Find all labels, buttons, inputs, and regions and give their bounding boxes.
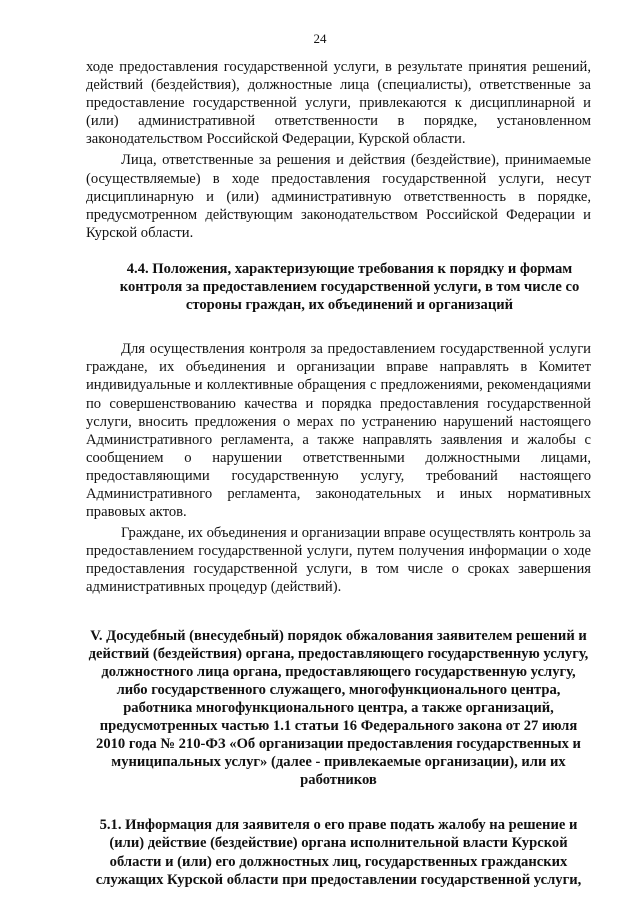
section-heading-v: V. Досудебный (внесудебный) порядок обжалования заявителем решений и действий (бездействия) органа, предоставляющего государственную услугу, должностного лица органа, предоставляющего государственную услугу, либо государственного служащего, многофункционального центра, работника многофункционального центра, а также организаций, предусмотренных частью 1.1 статьи 16 Федерального закона от 27 июля 2010 года № 210-ФЗ «Об организации предоставления государственных и муниципальных услуг» (далее - привлекаемые организации), или их работников [88,627,589,789]
section-heading-5-1: 5.1. Информация для заявителя о его праве подать жалобу на решение и (или) действие (бездействие) органа исполнительной власти Курской области и (или) его должностных лиц, государственных гражданских служащих Курской области при предоставлении государственной услуги, [95,817,582,888]
page-number: 24 [313,31,327,46]
paragraph-control-citizens: Для осуществления контроля за предоставлением государственной услуги граждане, их объединения и организации вправе направлять в Комитет индивидуальные и коллективные обращения с предложениями, рекомендациями по совершенствованию качества и порядка предоставления государственной услуги, вносить предложения о мерах по устранению нарушений настоящего Административного регламента, а также направлять заявления и жалобы с сообщением о нарушении ответственными должностными лицами, предоставляющими государственную услугу, требований настоящего Административного регламента, законодательных и иных нормативных правовых актов. [86,341,591,521]
document-body [86,58,591,889]
section-heading-4-4: 4.4. Положения, характеризующие требования к порядку и формам контроля за предоставлением государственной услуги, в том числе со стороны граждан, их объединений и организаций [119,260,580,314]
paragraph-control-information: Граждане, их объединения и организации вправе осуществлять контроль за предоставлением государственной услуги, путем получения информации о ходе предоставления государственной услуги, в том числе о сроках завершения административных процедур (действий). [86,525,591,596]
paragraph-liability: ходе предоставления государственной услуги, в результате принятия решений, действий (бездействия), должностные лица (специалисты), ответственные за предоставление государственной услуги, привлекаются к дисциплинарной и (или) административной ответственности в порядке, установленном законодательством Российской Федерации, Курской области. [86,59,591,148]
paragraph-responsible-persons: Лица, ответственные за решения и действия (бездействие), принимаемые (осуществляемые) в ходе предоставления государственной услуги, несут дисциплинарную и (или) административную ответственность в порядке, предусмотренном действующим законодательством Российской Федерации и Курской области. [86,152,591,241]
